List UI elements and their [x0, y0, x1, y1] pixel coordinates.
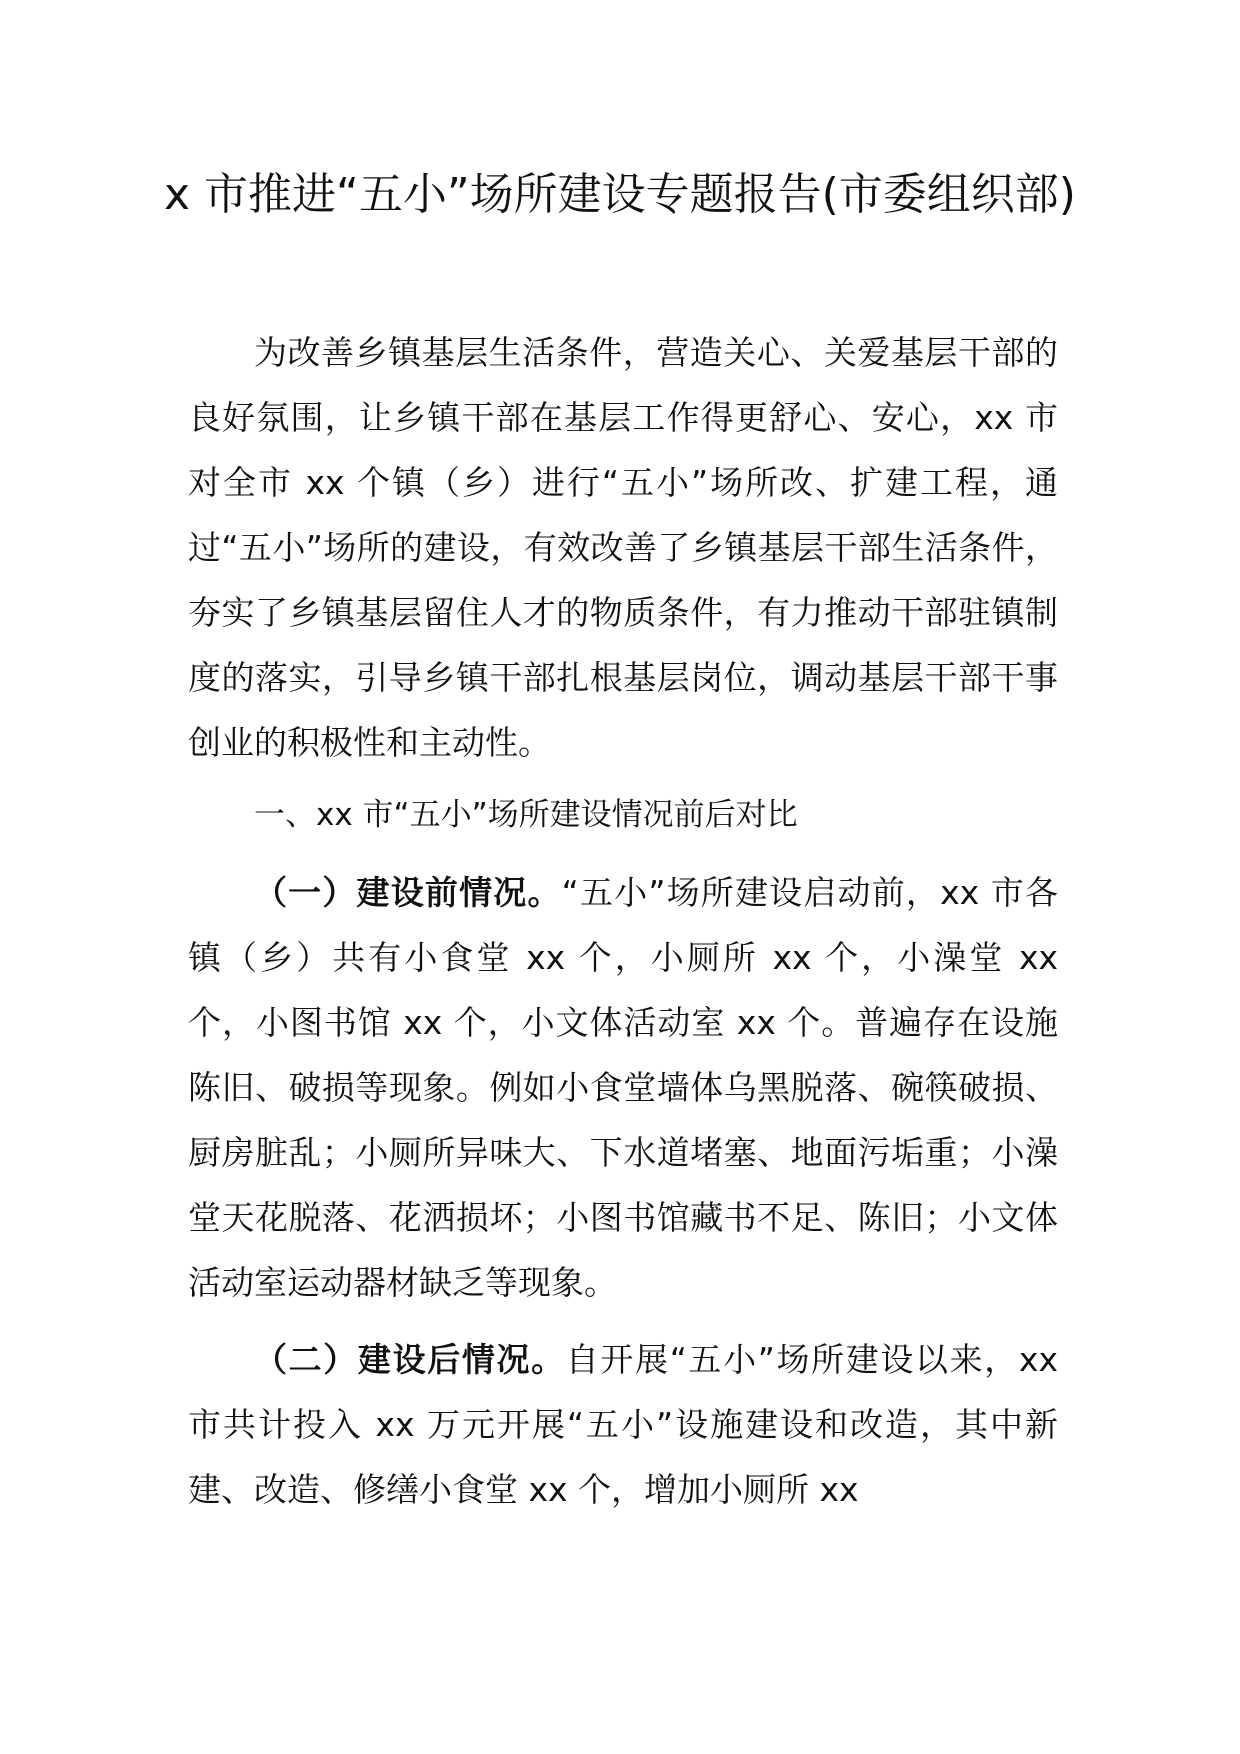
before-construction-lead: （一）建设前情况。 [254, 873, 562, 912]
document-title: x 市推进“五小”场所建设专题报告(市委组织部) [164, 169, 1076, 220]
intro-paragraph: 为改善乡镇基层生活条件，营造关心、关爱基层干部的良好氛围，让乡镇干部在基层工作得更舒心、安心，xx 市对全市 xx 个镇（乡）进行“五小”场所改、扩建工程，通过“五小”场所的建设，有效改善了乡镇基层干部生活条件，夯实了乡镇基层留住人才的物质条件，有力推动干部驻镇制度的落实，引导乡镇干部扎根基层岗位，调动基层干部干事创业的积极性和主动性。 [188, 333, 1058, 762]
document-body [188, 320, 1058, 1522]
after-construction-text: 自开展“五小”场所建设以来，xx 市共计投入 xx 万元开展“五小”设施建设和改造，其中新建、改造、修缮小食堂 xx 个，增加小厕所 xx [188, 1340, 1058, 1509]
section-heading-1: 一、xx 市“五小”场所建设情况前后对比 [254, 797, 798, 833]
before-construction-text: “五小”场所建设启动前，xx 市各镇（乡）共有小食堂 xx 个，小厕所 xx 个，小澡堂 xx 个，小图书馆 xx 个，小文体活动室 xx 个。普遍存在设施陈旧、破损等现象。例如小食堂墙体乌黑脱落、碗筷破损、厨房脏乱；小厕所异味大、下水道堵塞、地面污垢重；小澡堂天花脱落、花洒损坏；小图书馆藏书不足、陈旧；小文体活动室运动器材缺乏等现象。 [188, 873, 1058, 1302]
after-construction-lead: （二）建设后情况。 [254, 1340, 566, 1379]
before-construction-paragraph [188, 860, 1058, 1315]
after-construction-paragraph [188, 1327, 1058, 1522]
